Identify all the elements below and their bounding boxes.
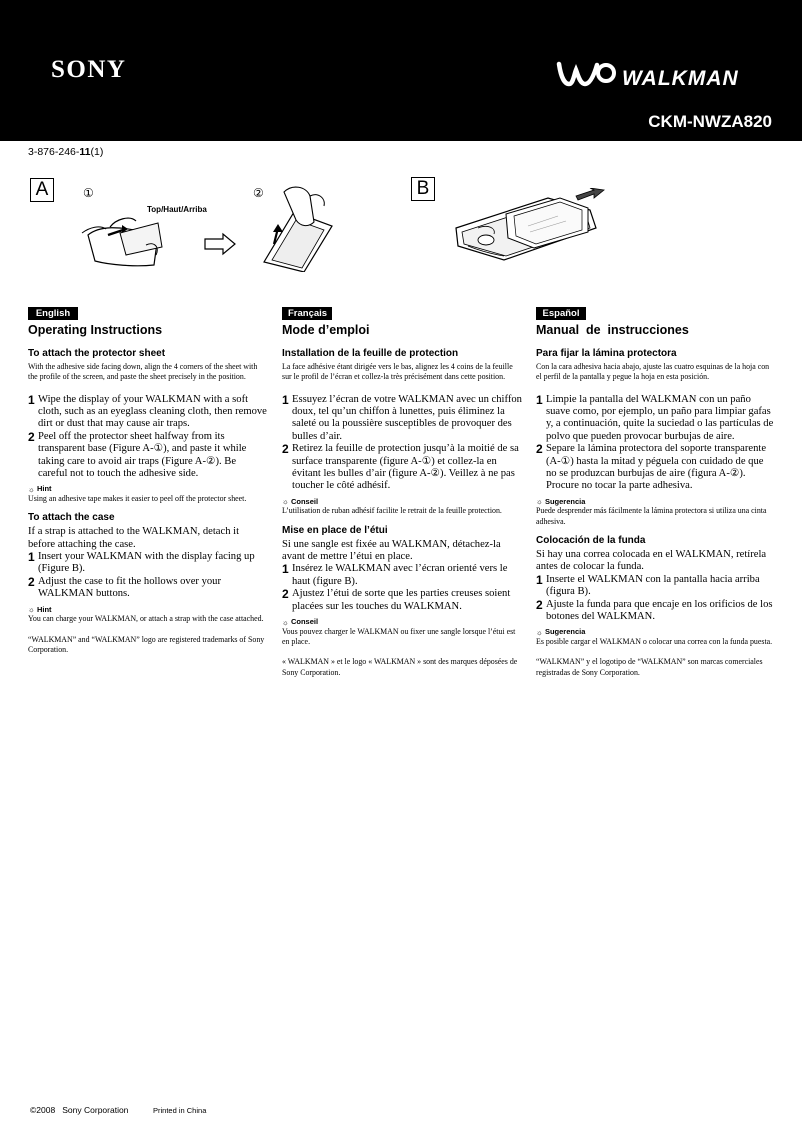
spanish-section1-title: Para fijar la lámina protectora [536,348,677,359]
french-case-step-2: 2 Ajustez l’étui de sorte que les parties creuses soient placées sur les touches du WALKMAN. [282,587,511,612]
lightbulb-icon: ☼ [536,627,543,637]
header-bar [0,0,802,141]
english-section2-intro: If a strap is attached to the WALKMAN, detach it before attaching the case. [28,526,240,550]
brand-logo: SONY [51,56,127,83]
part-number: 3-876-246-11(1) [28,146,104,158]
figure-a-label: A [30,178,54,202]
spanish-title: Manual de instrucciones [536,323,689,337]
french-hint2-label: ☼ Conseil [282,617,319,627]
english-section1-intro: With the adhesive side facing down, align the 4 corners of the sheet with the profile of the screen, and paste the sheet precisely in the position. [28,362,258,382]
lightbulb-icon: ☼ [282,497,289,507]
printed-in: Printed in China [153,1106,207,1115]
lightbulb-icon: ☼ [28,484,35,494]
spanish-section2-intro: Si hay una correa colocada en el WALKMAN, retírela antes de colocar la funda. [536,548,767,573]
french-section2-intro: Si une sangle est fixée au WALKMAN, détachez-la avant de mettre l’étui en place. [282,538,501,563]
walkman-logo-icon [556,58,772,88]
english-hint1-label: ☼ Hint [28,484,52,494]
spanish-section1-intro: Con la cara adhesiva hacia abajo, ajuste las cuatro esquinas de la hoja con el perfil de la pantalla y pegue la hoja en esta posición. [536,362,770,382]
french-section1-title: Installation de la feuille de protection [282,348,459,359]
figure-a-illustration-peel [80,205,190,275]
figure-b-label: B [411,177,435,201]
french-hint1-text: L’utilisation de ruban adhésif facilite le retrait de la feuille protection. [282,506,502,516]
english-step-1: 1 Wipe the display of your WALKMAN with a soft cloth, such as an eyeglass cleaning cloth, then remove dirt or dust that may cause air traps. [28,392,267,430]
english-case-step-2: 2 Adjust the case to fit the hollows over your WALKMAN buttons. [28,574,222,600]
english-case-step-1: 1 Insert your WALKMAN with the display facing up (Figure B). [28,550,255,575]
french-title: Mode d’emploi [282,323,370,337]
spanish-case-step-1: 1 Inserte el WALKMAN con la pantalla hacia arriba (figura B). [536,572,760,598]
figure-b-illustration-case [448,188,608,270]
spanish-step-1: 1 Limpie la pantalla del WALKMAN con un paño suave como, por ejemplo, un paño para limpiar gafas y, a continuación, quite la suciedad o las partículas de polvo que pueden provocar burbujas de aire. [536,392,774,442]
french-trademark: « WALKMAN » et le logo « WALKMAN » sont des marques déposées de Sony Corporation. [282,657,518,677]
figure-a-step2-marker: ② [253,186,264,200]
spanish-hint1-label: ☼ Sugerencia [536,496,586,507]
figure-a-step1-marker: ① [83,186,94,200]
french-column [282,303,522,678]
model-number: CKM-NWZA820 [648,112,772,131]
spanish-section2-title: Colocación de la funda [536,534,646,546]
svg-text:WALKMAN: WALKMAN [622,67,739,88]
language-tag-french: Français [282,307,332,320]
spanish-hint1-text: Puede desprender más fácilmente la lámina protectora si utiliza una cinta adhesiva. [536,506,767,526]
figure-a-illustration-paste [254,182,339,272]
english-column [28,303,268,655]
walkman-logo [556,58,772,88]
english-hint1-text: Using an adhesive tape makes it easier to peel off the protector sheet. [28,493,247,503]
french-step-2: 2 Retirez la feuille de protection jusqu’à la moitié de sa surface transparente (figure A-①) et collez-la en évitant les bulles d’air (figure A-②). Veillez à ne pas toucher le côté adhésif. [282,442,519,492]
english-title: Operating Instructions [28,323,163,337]
copyright: ©2008 Sony Corporation [30,1105,129,1115]
spanish-column [536,303,776,678]
lightbulb-icon: ☼ [28,605,35,615]
language-tag-english: English [28,307,78,320]
spanish-hint2-label: ☼ Sugerencia [536,627,586,637]
french-hint2-text: Vous pouvez charger le WALKMAN ou fixer une sangle lorsque l’étui est en place. [282,626,516,646]
lightbulb-icon: ☼ [536,497,543,507]
spanish-case-step-2: 2 Ajuste la funda para que encaje en los orificios de los botones del WALKMAN. [536,597,773,622]
english-trademark: “WALKMAN” and “WALKMAN” logo are registered trademarks of Sony Corporation. [28,634,265,654]
french-section1-intro: La face adhésive étant dirigée vers le bas, alignez les 4 coins de la feuille sur le profil de l’écran et collez-la très précisément dans cette position. [282,362,513,382]
french-section2-title: Mise en place de l’étui [282,524,388,536]
french-hint1-label: ☼ Conseil [282,496,319,507]
english-hint2-text: You can charge your WALKMAN, or attach a strap with the case attached. [28,614,264,624]
language-tag-spanish: Español [536,307,586,320]
english-hint2-label: ☼ Hint [28,604,52,615]
english-step-2: 2 Peel off the protector sheet halfway from its transparent base (Figure A-①), and paste it while taking care to avoid air traps (Figure A-②). Be careful not to touch the adhesive side. [28,429,247,480]
arrow-right-icon [203,232,237,256]
french-step-1: 1 Essuyez l’écran de votre WALKMAN avec un chiffon doux, tel qu’un chiffon à lunettes, puis éliminez la saleté ou la poussière susceptibles de provoquer des bulles d’air. [282,392,522,442]
french-case-step-1: 1 Insérez le WALKMAN avec l’écran orienté vers le haut (figure B). [282,562,508,587]
english-section1-title: To attach the protector sheet [28,348,166,359]
top-orientation-note: Top/Haut/Arriba [147,205,207,214]
spanish-trademark: “WALKMAN” y el logotipo de “WALKMAN” son marcas comerciales registradas de Sony Corporation. [536,657,763,677]
english-section2-title: To attach the case [28,512,115,524]
spanish-step-2: 2 Separe la lámina protectora del soporte transparente (A-①) hasta la mitad y péguela con cuidado de que no se produzcan burbujas de aire (figura A-②). Procure no tocar la parte adhesiva. [536,442,767,492]
spanish-hint2-text: Es posible cargar el WALKMAN o colocar una correa con la funda puesta. [536,636,773,646]
lightbulb-icon: ☼ [282,617,289,627]
